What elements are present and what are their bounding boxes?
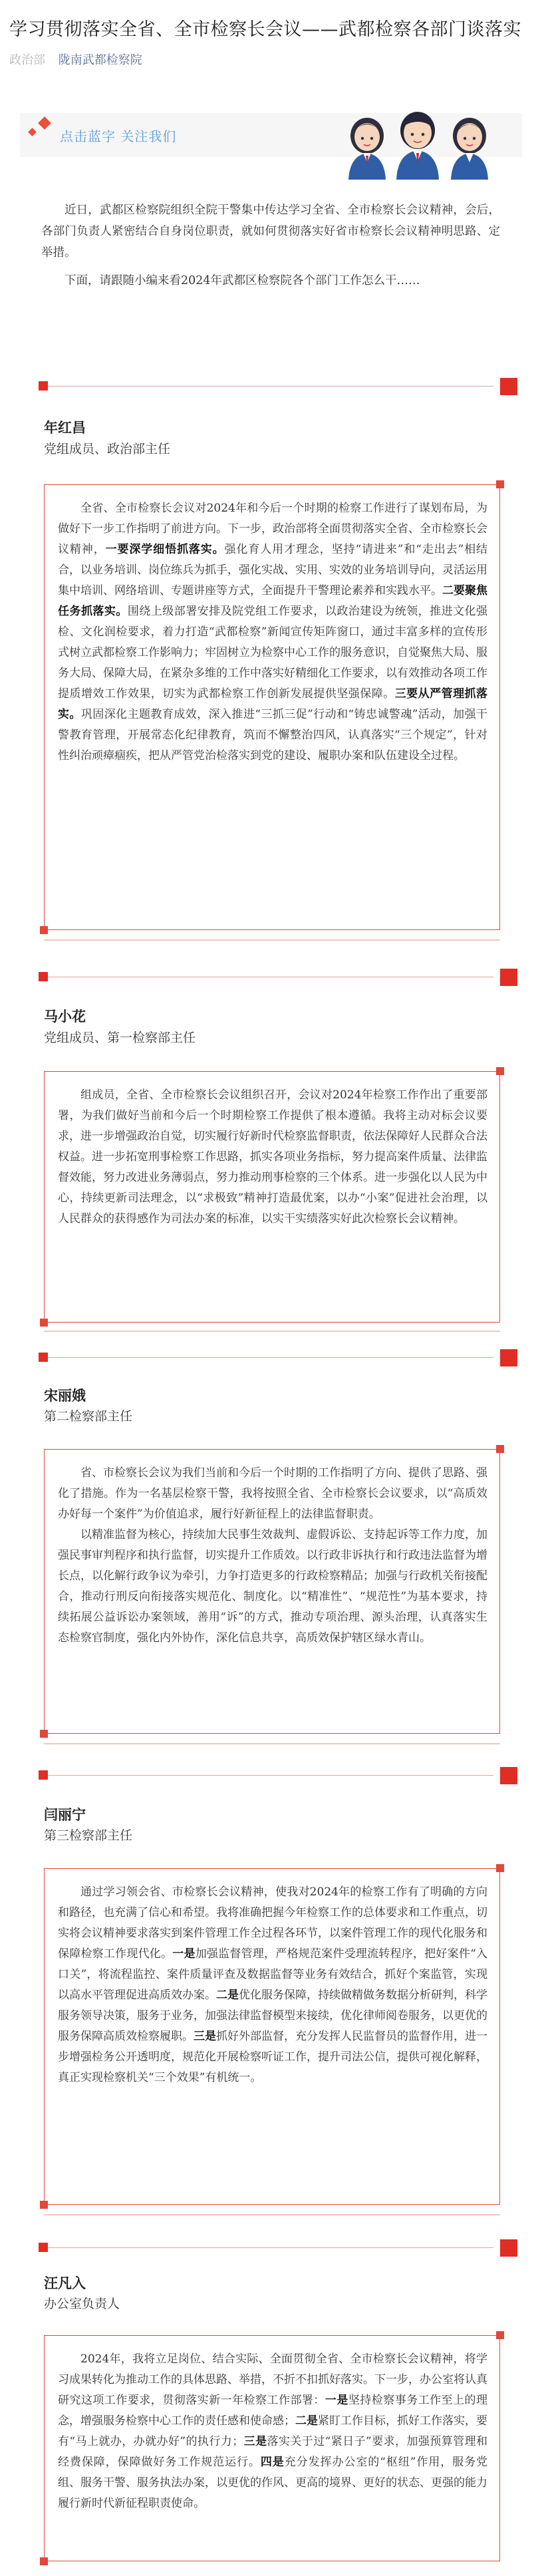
statement-run: 强化育人用才理念，坚持“请进来”和“走出去”相结合，以业务培训、岗位练兵为抓手，强化实战、实用、实效的业务培训导向，灵活运用集中培训、网络培训、专题讲座等方式，全面提升干警理论素养和实践水平。 — [58, 543, 488, 597]
statement-run: 坚持检察事务工作至上的理念，增强服务检察中心工作的责任感和使命感； — [58, 2394, 488, 2428]
statement-run: 围绕上级部署安排及院党组工作要求，以政治建设为统领，推进文化强检、文化润检要求，着力打造“武都检察”新闻宣传矩阵窗口，通过丰富多样的宣传形式树立武都检察工作影响力；牢固树立为检察中心工作的服务意识，自觉聚焦大局、服务大局、保障大局，在紧杂多维的工作中落实好精细化工作要求，以有效推动各项工作提质增效工作效果，切实为武都检察工作创新发展提供坚强保障。 — [58, 605, 488, 701]
intro-paragraph: 近日，武都区检察院组织全院干警集中传达学习全省、全市检察长会议精神，会后，各部门负责人紧密结合自身岗位职责，就如何贯彻落实好省市检察长会议精神明思路、定举措。 — [41, 204, 500, 259]
person-role: 第二检察部主任 — [44, 1409, 133, 1424]
statement-text — [58, 1882, 487, 2088]
emphasis-text: 二是 — [295, 2414, 318, 2428]
person-role: 办公室负责人 — [44, 2297, 120, 2311]
person-name: 宋丽娥 — [44, 1388, 86, 1404]
emphasis-text: 二是 — [216, 1989, 239, 2002]
statement-text — [58, 1085, 487, 1229]
article-meta — [9, 51, 142, 68]
statement-box — [44, 484, 500, 930]
statement-run: 省、市检察长会议为我们当前和今后一个时期的工作指明了方向、提供了思路、强化了措施。作为一名基层检察干警，我将按照全省、全市检察长会议要求，以“高质效办好每一个案件”为价值追求，履行好新征程上的法律监督职责。 — [58, 1466, 487, 1521]
person-name: 年红昌 — [44, 420, 86, 436]
statement-run: 以精准监督为核心，持续加大民事生效裁判、虚假诉讼、支持起诉等工作力度，加强民事审判程序和执行监督，切实提升工作质效。以行政非诉执行和行政违法监督为增长点，以化解行政争议为牵引，力争打造更多的行政检察精品；加强与行政机关衔接配合，推动行刑反向衔接落实规范化、制度化。以“精准性”、“规范性”为基本要求，持续拓展公益诉讼办案领域，善用“诉”的方式，推动专项治理、源头治理，认真落实生态检察官制度，强化内外协作，深化信息共享，高质效保护辖区绿水青山。 — [58, 1528, 487, 1645]
statement-run: 通过学习领会省、市检察长会议精神，使我对2024年的检察工作有了明确的方向和路径，也充满了信心和希望。我将准确把握今年检察工作的总体要求和工作重点，切实将会议精神要求落实到案件管理工作全过程各环节，以案件管理工作的现代化服务和保障检察工作现代化。 — [58, 1885, 487, 1961]
person-role: 第三检察部主任 — [44, 1828, 133, 1843]
emphasis-text: 一是 — [325, 2394, 348, 2407]
statement-run: 全省、全市检察长会议对2024年和今后一个时期的检察工作进行了谋划布局，为做好下一步工作指明了前进方向。下一步，政治部将全面贯彻落实全省、全市检察长会议精神， — [58, 502, 487, 556]
statement-run: 2024年，我将立足岗位、结合实际、全面贯彻全省、全市检察长会议精神，将学习成果转化为推动工作的具体思路、举措，不折不扣抓好落实。下一步，办公室将认真研究这项工作要求，贯彻落实新一年检察工作部署： — [58, 2352, 487, 2407]
statement-run: 抓好外部监督，充分发挥人民监督员的监督作用，进一步增强检务公开透明度，规范化开展检察听证工作，提升司法公信，提供可视化解释，真正实现检察机关“三个效果”有机统一。 — [58, 2030, 487, 2084]
cartoon-woman-right — [451, 118, 488, 180]
person-name: 马小花 — [44, 1009, 86, 1025]
follow-us-text[interactable]: 点击蓝字 关注我们 — [60, 128, 177, 144]
emphasis-text: 四是 — [260, 2456, 285, 2469]
article-source: 政治部 — [9, 53, 45, 67]
account-name-link[interactable]: 陇南武都检察院 — [58, 53, 142, 67]
statement-run: 充分发挥办公室的“枢纽”作用，服务党组、服务干警、服务执法办案，以更优的作风、更高的境界、更好的状态、更强的能力履行新时代新征程职责使命。 — [58, 2456, 488, 2510]
statement-run: 巩固深化主题教育成效，深入推进“三抓三促”行动和“铸忠诚警魂”活动，加强干警教育管理，开展常态化纪律教育，筑而不懈整治四风，认真落实“三个规定”，针对性纠治顽瘴痼疾，把从严管党治检落实到党的建设、履职办案和队伍建设全过程。 — [58, 708, 488, 762]
box-underline — [44, 939, 500, 941]
statement-box — [44, 2335, 500, 2561]
statement-text — [58, 2349, 487, 2514]
emphasis-text: 三是 — [194, 2030, 216, 2043]
intro-paragraph: 下面，请跟随小编来看2024年武都区检察院各个部门工作怎么干…… — [65, 274, 420, 287]
cartoon-woman-left — [348, 118, 386, 180]
article-title: 学习贯彻落实全省、全市检察长会议——武都检察各部门谈落实 — [9, 19, 521, 40]
emphasis-text: 一是 — [172, 1947, 196, 1961]
statement-text — [58, 1463, 487, 1525]
emphasis-text: 三是 — [243, 2435, 267, 2448]
box-underline — [44, 1331, 500, 1332]
statement-run: 优化服务保障，持续做精做务数据分析研判，科学服务领导决策，服务于业务，加强法律监督模型来接续，优化律师阅卷服务，以更优的服务保障高质效检察履职。 — [58, 1989, 487, 2043]
statement-box — [44, 1449, 500, 1734]
cartoon-man-middle — [396, 112, 439, 180]
box-underline — [44, 2214, 500, 2215]
person-role: 党组成员、第一检察部主任 — [44, 1031, 196, 1045]
prosecutor-cartoon-illustration — [339, 93, 499, 180]
person-role: 党组成员、政治部主任 — [44, 442, 171, 456]
statement-run: 加强监督管理，严格规范案件受理流转程序，把好案件“入口关”，将流程监控、案件质量评查及数据监督等业务有效结合，抓好个案监管，实现以高水平管理促进高质效办案。 — [58, 1947, 487, 2002]
emphasis-text: 二要聚焦任务抓落实。 — [58, 584, 487, 618]
follow-banner[interactable] — [20, 93, 522, 180]
emphasis-text: 一要深学细悟抓落实。 — [105, 543, 225, 556]
box-underline — [44, 1743, 500, 1744]
statement-run: 组成员，全省、全市检察长会议组织召开，会议对2024年检察工作作出了重要部署，为我们做好当前和今后一个时期检察工作提供了根本遵循。我将主动对标会议要求，进一步增强政治自觉，切实履行好新时代检察监督职责，依法保障好人民群众合法权益。进一步拓宽刑事检察工作思路，抓实各项业务指标，努力提高案件质量、法律监督效能，努力改进业务薄弱点，努力推动刑事检察的三个体系。进一步强化以人民为中心，持续更新司法理念，以“求极致”精神打造最优案，以办“小案”促进社会治理，以人民群众的获得感作为司法办案的标准，以实干实绩落实好此次检察长会议精神。 — [58, 1088, 487, 1225]
emphasis-text: 三要从严管理抓落实。 — [58, 687, 488, 721]
statement-box — [44, 1868, 500, 2205]
person-name: 汪凡入 — [44, 2275, 86, 2291]
statement-text — [58, 1525, 487, 1649]
statement-text — [58, 498, 487, 766]
person-name: 闫丽宁 — [44, 1807, 86, 1823]
statement-run: 紧盯工作目标，抓好工作落实，要有“马上就办，办就办好”的执行力； — [58, 2414, 487, 2448]
statement-box — [44, 1071, 500, 1323]
statement-run: 落实关于过“紧日子”要求，加强预算管理和经费保障，保障做好务工作规范运行。 — [58, 2435, 487, 2469]
